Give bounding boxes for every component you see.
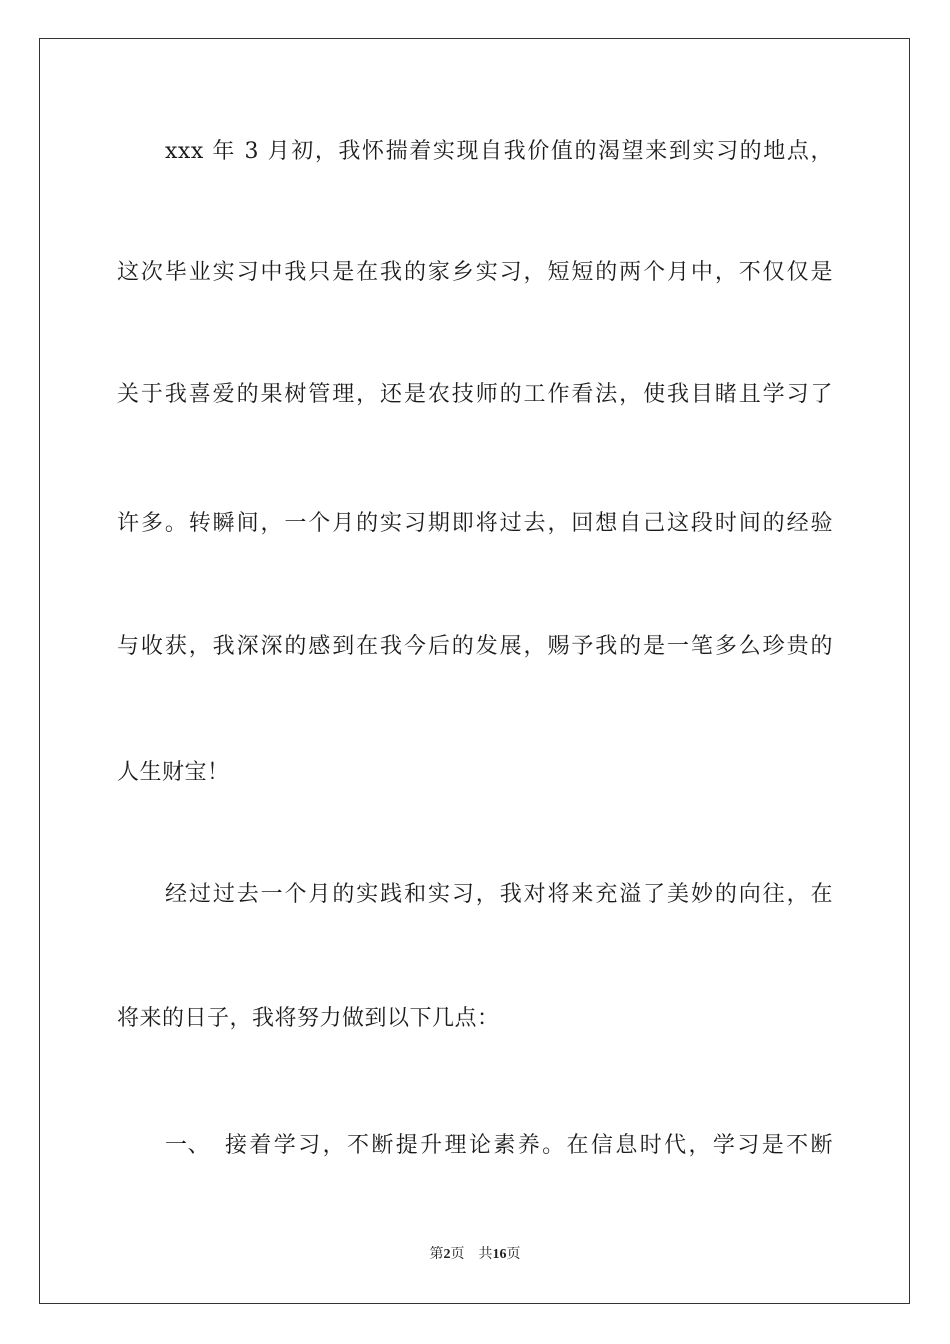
page-number: 2	[443, 1247, 451, 1262]
paragraph-1-line-5: 与收获，我深深的感到在我今后的发展，赐予我的是一笔多么珍贵的	[117, 634, 833, 659]
total-suffix: 页	[506, 1247, 521, 1262]
list-item-text: 接着学习，不断提升理论素养。在信息时代，学习是不断	[225, 1133, 833, 1158]
paragraph-2-line-1: 经过过去一个月的实践和实习，我对将来充溢了美妙的向往，在	[165, 882, 833, 907]
total-prefix: 共	[478, 1247, 493, 1262]
paragraph-1-line-1: xxx 年 3 月初，我怀揣着实现自我价值的渴望来到实习的地点，	[165, 139, 833, 164]
paragraph-1-line-6: 人生财宝！	[117, 760, 230, 785]
list-item-1	[117, 1131, 833, 1161]
paragraph-1-line-2: 这次毕业实习中我只是在我的家乡实习，短短的两个月中，不仅仅是	[117, 260, 833, 285]
page-footer	[0, 1246, 950, 1264]
list-item-marker: 一、	[165, 1133, 211, 1158]
paragraph-1-line-4: 许多。转瞬间，一个月的实习期即将过去，回想自己这段时间的经验	[117, 511, 833, 536]
paragraph-2-line-2: 将来的日子，我将努力做到以下几点：	[117, 1006, 500, 1031]
total-pages: 16	[492, 1247, 507, 1262]
page-prefix: 第	[429, 1247, 444, 1262]
paragraph-1-line-3: 关于我喜爱的果树管理，还是农技师的工作看法，使我目睹且学习了	[117, 382, 833, 407]
page-suffix: 页	[450, 1247, 465, 1262]
page-border	[39, 38, 910, 1304]
